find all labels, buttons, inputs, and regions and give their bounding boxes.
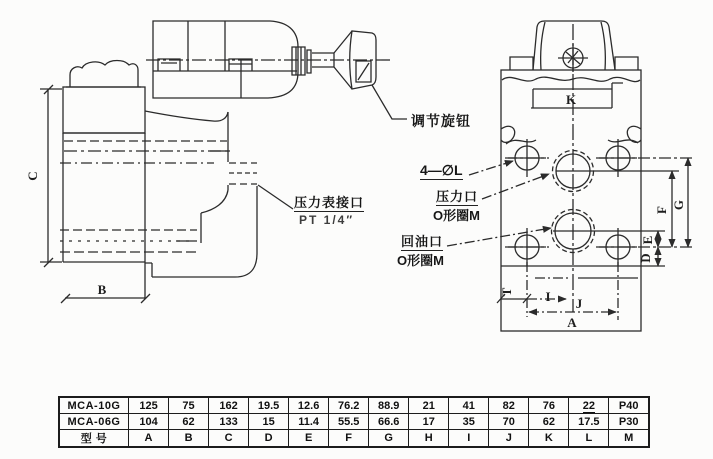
adjust-knob-label: 调节旋钮 — [411, 113, 471, 129]
front-view — [501, 21, 641, 331]
table-header-row — [59, 430, 649, 448]
table-row-model: MCA-10G — [59, 397, 129, 414]
table-cell: 82 — [489, 397, 529, 414]
table-header-cell: C — [209, 430, 249, 448]
table-cell: 62 — [529, 414, 569, 430]
table-cell: 104 — [129, 414, 169, 430]
table-header-cell: B — [169, 430, 209, 448]
table-cell: 76.2 — [329, 397, 369, 414]
table-header-cell: G — [369, 430, 409, 448]
dim-label-A: A — [567, 315, 577, 330]
table-row — [59, 397, 649, 414]
return-port-label: 回油口 — [401, 235, 443, 251]
table-cell: 11.4 — [289, 414, 329, 430]
side-view — [60, 21, 392, 299]
table-header-cell: M — [609, 430, 649, 448]
dim-label-E: E — [640, 235, 655, 245]
gauge-port-spec: PT 1/4″ — [299, 213, 355, 227]
table-cell: 41 — [449, 397, 489, 414]
side-view-dimensions — [25, 85, 150, 303]
table-header-cell: H — [409, 430, 449, 448]
table-cell: 62 — [169, 414, 209, 430]
front-view-dimensions — [497, 92, 695, 330]
table-header-cell: D — [249, 430, 289, 448]
table-header-cell: K — [529, 430, 569, 448]
bolt-holes-label: 4—∅L — [420, 163, 463, 180]
dimension-table — [58, 396, 650, 448]
table-header-model: 型 号 — [59, 430, 129, 448]
dim-label-B: B — [97, 282, 107, 297]
dim-label-K: K — [565, 92, 577, 107]
dim-label-T: T — [499, 287, 514, 297]
table-header-cell: L — [569, 430, 609, 448]
table-cell: 70 — [489, 414, 529, 430]
table-cell: 17 — [409, 414, 449, 430]
table-cell: 19.5 — [249, 397, 289, 414]
table-row — [59, 414, 649, 430]
return-oring-label: O形圈M — [397, 253, 444, 268]
table-header-cell: A — [129, 430, 169, 448]
table-cell: 76 — [529, 397, 569, 414]
table-cell: 66.6 — [369, 414, 409, 430]
table-cell: 21 — [409, 397, 449, 414]
gauge-port-label: 压力表接口 — [294, 196, 364, 212]
table-cell: 133 — [209, 414, 249, 430]
table-cell: 75 — [169, 397, 209, 414]
dim-label-J: J — [575, 296, 583, 311]
dim-label-D: D — [638, 253, 653, 263]
table-row-model: MCA-06G — [59, 414, 129, 430]
table-header-cell: J — [489, 430, 529, 448]
dim-label-I: I — [545, 289, 551, 304]
dim-label-F: F — [654, 206, 669, 214]
table-cell: 55.5 — [329, 414, 369, 430]
table-cell: 35 — [449, 414, 489, 430]
dim-label-G: G — [671, 199, 686, 211]
table-cell: 125 — [129, 397, 169, 414]
table-header-cell: F — [329, 430, 369, 448]
table-cell: 88.9 — [369, 397, 409, 414]
table-cell — [569, 397, 609, 414]
table-cell: P40 — [609, 397, 649, 414]
table-cell: 15 — [249, 414, 289, 430]
pressure-port-label: 压力口 — [436, 190, 478, 206]
table-cell: 17.5 — [569, 414, 609, 430]
table-cell: 12.6 — [289, 397, 329, 414]
table-cell-value: 22 — [582, 399, 595, 412]
table-cell: P30 — [609, 414, 649, 430]
table-header-cell: E — [289, 430, 329, 448]
pressure-oring-label: O形圈M — [433, 208, 480, 223]
table-cell: 162 — [209, 397, 249, 414]
table-header-cell: I — [449, 430, 489, 448]
dim-label-C: C — [25, 171, 40, 181]
